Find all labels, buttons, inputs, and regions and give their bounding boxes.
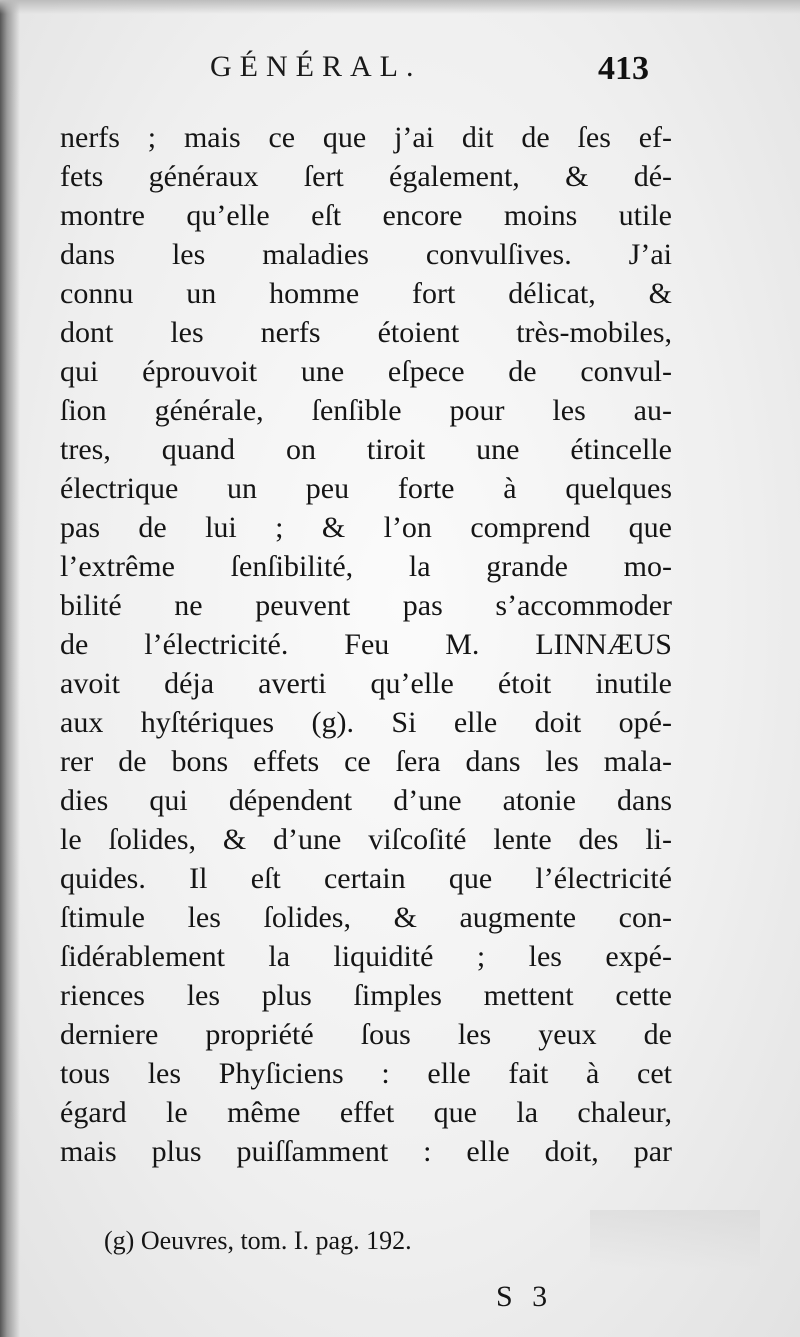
text-line: quides. Il eſt certain que l’électricité (60, 862, 672, 895)
text-line: riences les plus ſimples mettent cette (60, 979, 672, 1012)
text-line: avoit déja averti qu’elle étoit inutile (60, 667, 672, 700)
text-line: aux hyſtériques (g). Si elle doit opé- (60, 706, 672, 739)
show-through-shadow (590, 1210, 760, 1270)
text-line: rer de bons effets ce ſera dans les mala- (60, 745, 672, 778)
body-text (60, 118, 672, 1171)
text-line: de l’électricité. Feu M. LINNÆUS (60, 628, 672, 661)
text-line: l’extrême ſenſibilité, la grande mo- (60, 550, 672, 583)
running-head-title: GÉNÉRAL. (210, 50, 422, 83)
footnote: (g) Oeuvres, tom. I. pag. 192. (104, 1226, 412, 1255)
text-line: tres, quand on tiroit une étincelle (60, 433, 672, 466)
text-line: ſion générale, ſenſible pour les au- (60, 394, 672, 427)
text-line: bilité ne peuvent pas s’accommoder (60, 589, 672, 622)
text-line: dont les nerfs étoient très-mobiles, (60, 316, 672, 349)
text-line: qui éprouvoit une eſpece de convul- (60, 355, 672, 388)
text-line: connu un homme fort délicat, & (60, 277, 672, 310)
text-line: le ſolides, & d’une viſcoſité lente des li- (60, 823, 672, 856)
text-line: égard le même effet que la chaleur, (60, 1096, 672, 1129)
text-line: ſtimule les ſolides, & augmente con- (60, 901, 672, 934)
text-line: fets généraux ſert également, & dé- (60, 160, 672, 193)
text-line: derniere propriété ſous les yeux de (60, 1018, 672, 1051)
text-line: dies qui dépendent d’une atonie dans (60, 784, 672, 817)
page-gutter-shadow (0, 0, 20, 1337)
text-line: montre qu’elle eſt encore moins utile (60, 199, 672, 232)
page-top-shadow (0, 0, 800, 14)
text-line: pas de lui ; & l’on comprend que (60, 511, 672, 544)
text-line: tous les Phyſiciens : elle fait à cet (60, 1057, 672, 1090)
signature-mark: S 3 (496, 1280, 554, 1313)
running-head (0, 42, 800, 102)
page-number: 413 (598, 50, 649, 87)
text-line: électrique un peu forte à quelques (60, 472, 672, 505)
text-line: nerfs ; mais ce que j’ai dit de ſes ef- (60, 121, 672, 154)
text-line: mais plus puiſſamment : elle doit, par (60, 1135, 672, 1168)
text-line: ſidérablement la liquidité ; les expé- (60, 940, 672, 973)
text-line: dans les maladies convulſives. J’ai (60, 238, 672, 271)
